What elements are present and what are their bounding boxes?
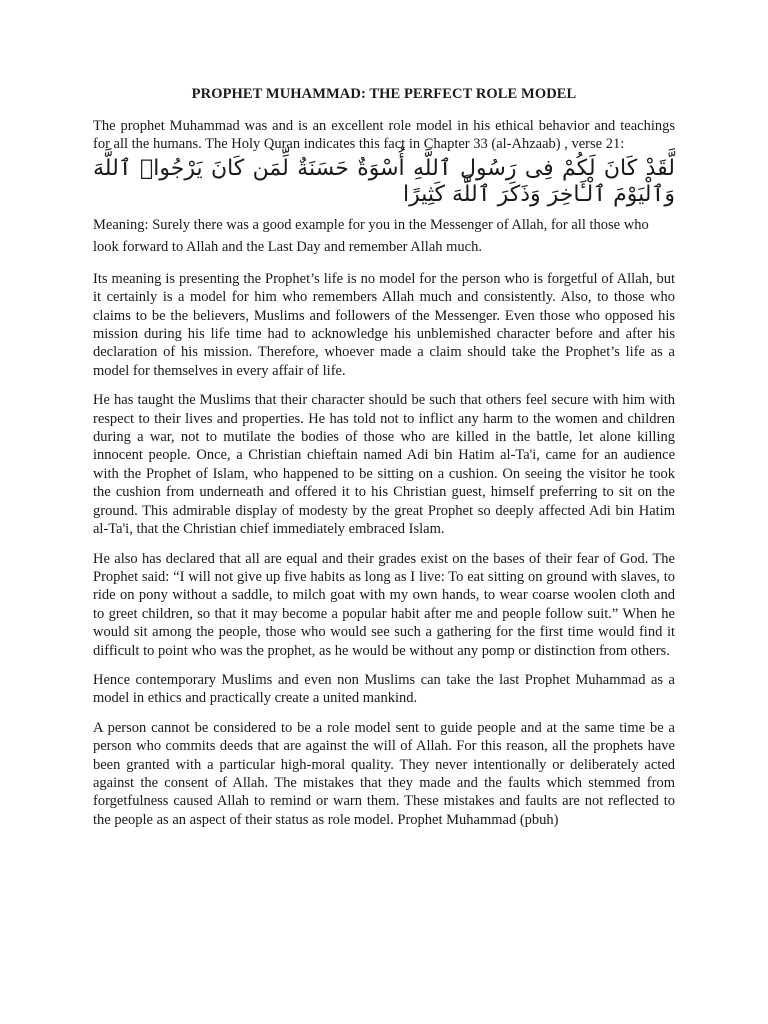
arabic-verse: لَّقَدْ كَانَ لَكُمْ فِى رَسُولِ ٱللَّهِ أُسْوَةٌ حَسَنَةٌ لِّمَن كَانَ يَرْجُوا۟ ٱللَّهَ وَٱلْيَوْمَ ٱلْـَٔاخِرَ وَذَكَرَ ٱللَّهَ كَثِيرًا <box>93 155 675 207</box>
verse-meaning: Meaning: Surely there was a good example for you in the Messenger of Allah, for all those who look forward to Allah and the Last Day and remember Allah much. <box>93 216 649 255</box>
intro-paragraph: The prophet Muhammad was and is an excellent role model in his ethical behavior and teachings for all the humans. The Holy Quran indicates this fact in Chapter 33 (al-Ahzaab) , verse 21: <box>93 118 675 153</box>
body-paragraph-4: Hence contemporary Muslims and even non Muslims can take the last Prophet Muhammad as a model in ethics and practically create a united mankind. <box>93 671 675 707</box>
document-title: PROPHET MUHAMMAD: THE PERFECT ROLE MODEL <box>191 86 577 102</box>
body-paragraph-2: He has taught the Muslims that their character should be such that others feel secure with him with respect to their lives and properties. He has told not to inflict any harm to the women and children during a war, not to mutilate the bodies of those who are killed in the battle, let alone killing innocent people. Once, a Christian chieftain named Adi bin Hatim al-Ta'i, came for an audience with the Prophet of Islam, who happened to be sitting on a cushion. On seeing the visitor he took the cushion from underneath and offered it to his Christian guest, himself preferring to sit on the ground. This admirable display of modesty by the great Prophet so deeply affected Adi bin Hatim al-Ta'i, that the Christian chief immediately embraced Islam. <box>93 392 675 538</box>
body-paragraph-5: A person cannot be considered to be a role model sent to guide people and at the same time be a person who commits deeds that are against the will of Allah. For this reason, all the prophets have been granted with a particular high-moral quality. They never intentionally or deliberately acted against the consent of Allah. The mistakes that they made and the faults which stemmed from forgetfulness caused Allah to remind or warn them. These mistakes and faults are not reflected to the people as an aspect of their status as role model. Prophet Muhammad (pbuh) <box>93 719 675 828</box>
body-paragraph-1: Its meaning is presenting the Prophet’s life is no model for the person who is forgetful of Allah, but it certainly is a model for him who remembers Allah much and consistently. Also, to those who claims to be the believers, Muslims and followers of the Messenger. Even those who opposed his mission during his life time had to acknowledge his unblemished character before and after his declaration of his mission. Therefore, whoever made a claim should take the Prophet’s life as a model for themselves in every affair of life. <box>93 270 675 379</box>
body-paragraph-3: He also has declared that all are equal and their grades exist on the bases of their fear of God. The Prophet said: “I will not give up five habits as long as I live: To eat sitting on ground with slaves, to ride on pony without a saddle, to milch goat with my own hands, to wear coarse woolen cloth and to greet children, so that it may become a popular habit after me and people follow suit.” When he would sit among the people, those who would see such a gathering for the first time would find it difficult to point who was the prophet, as he would be without any pomp or distinction from others. <box>93 550 675 659</box>
